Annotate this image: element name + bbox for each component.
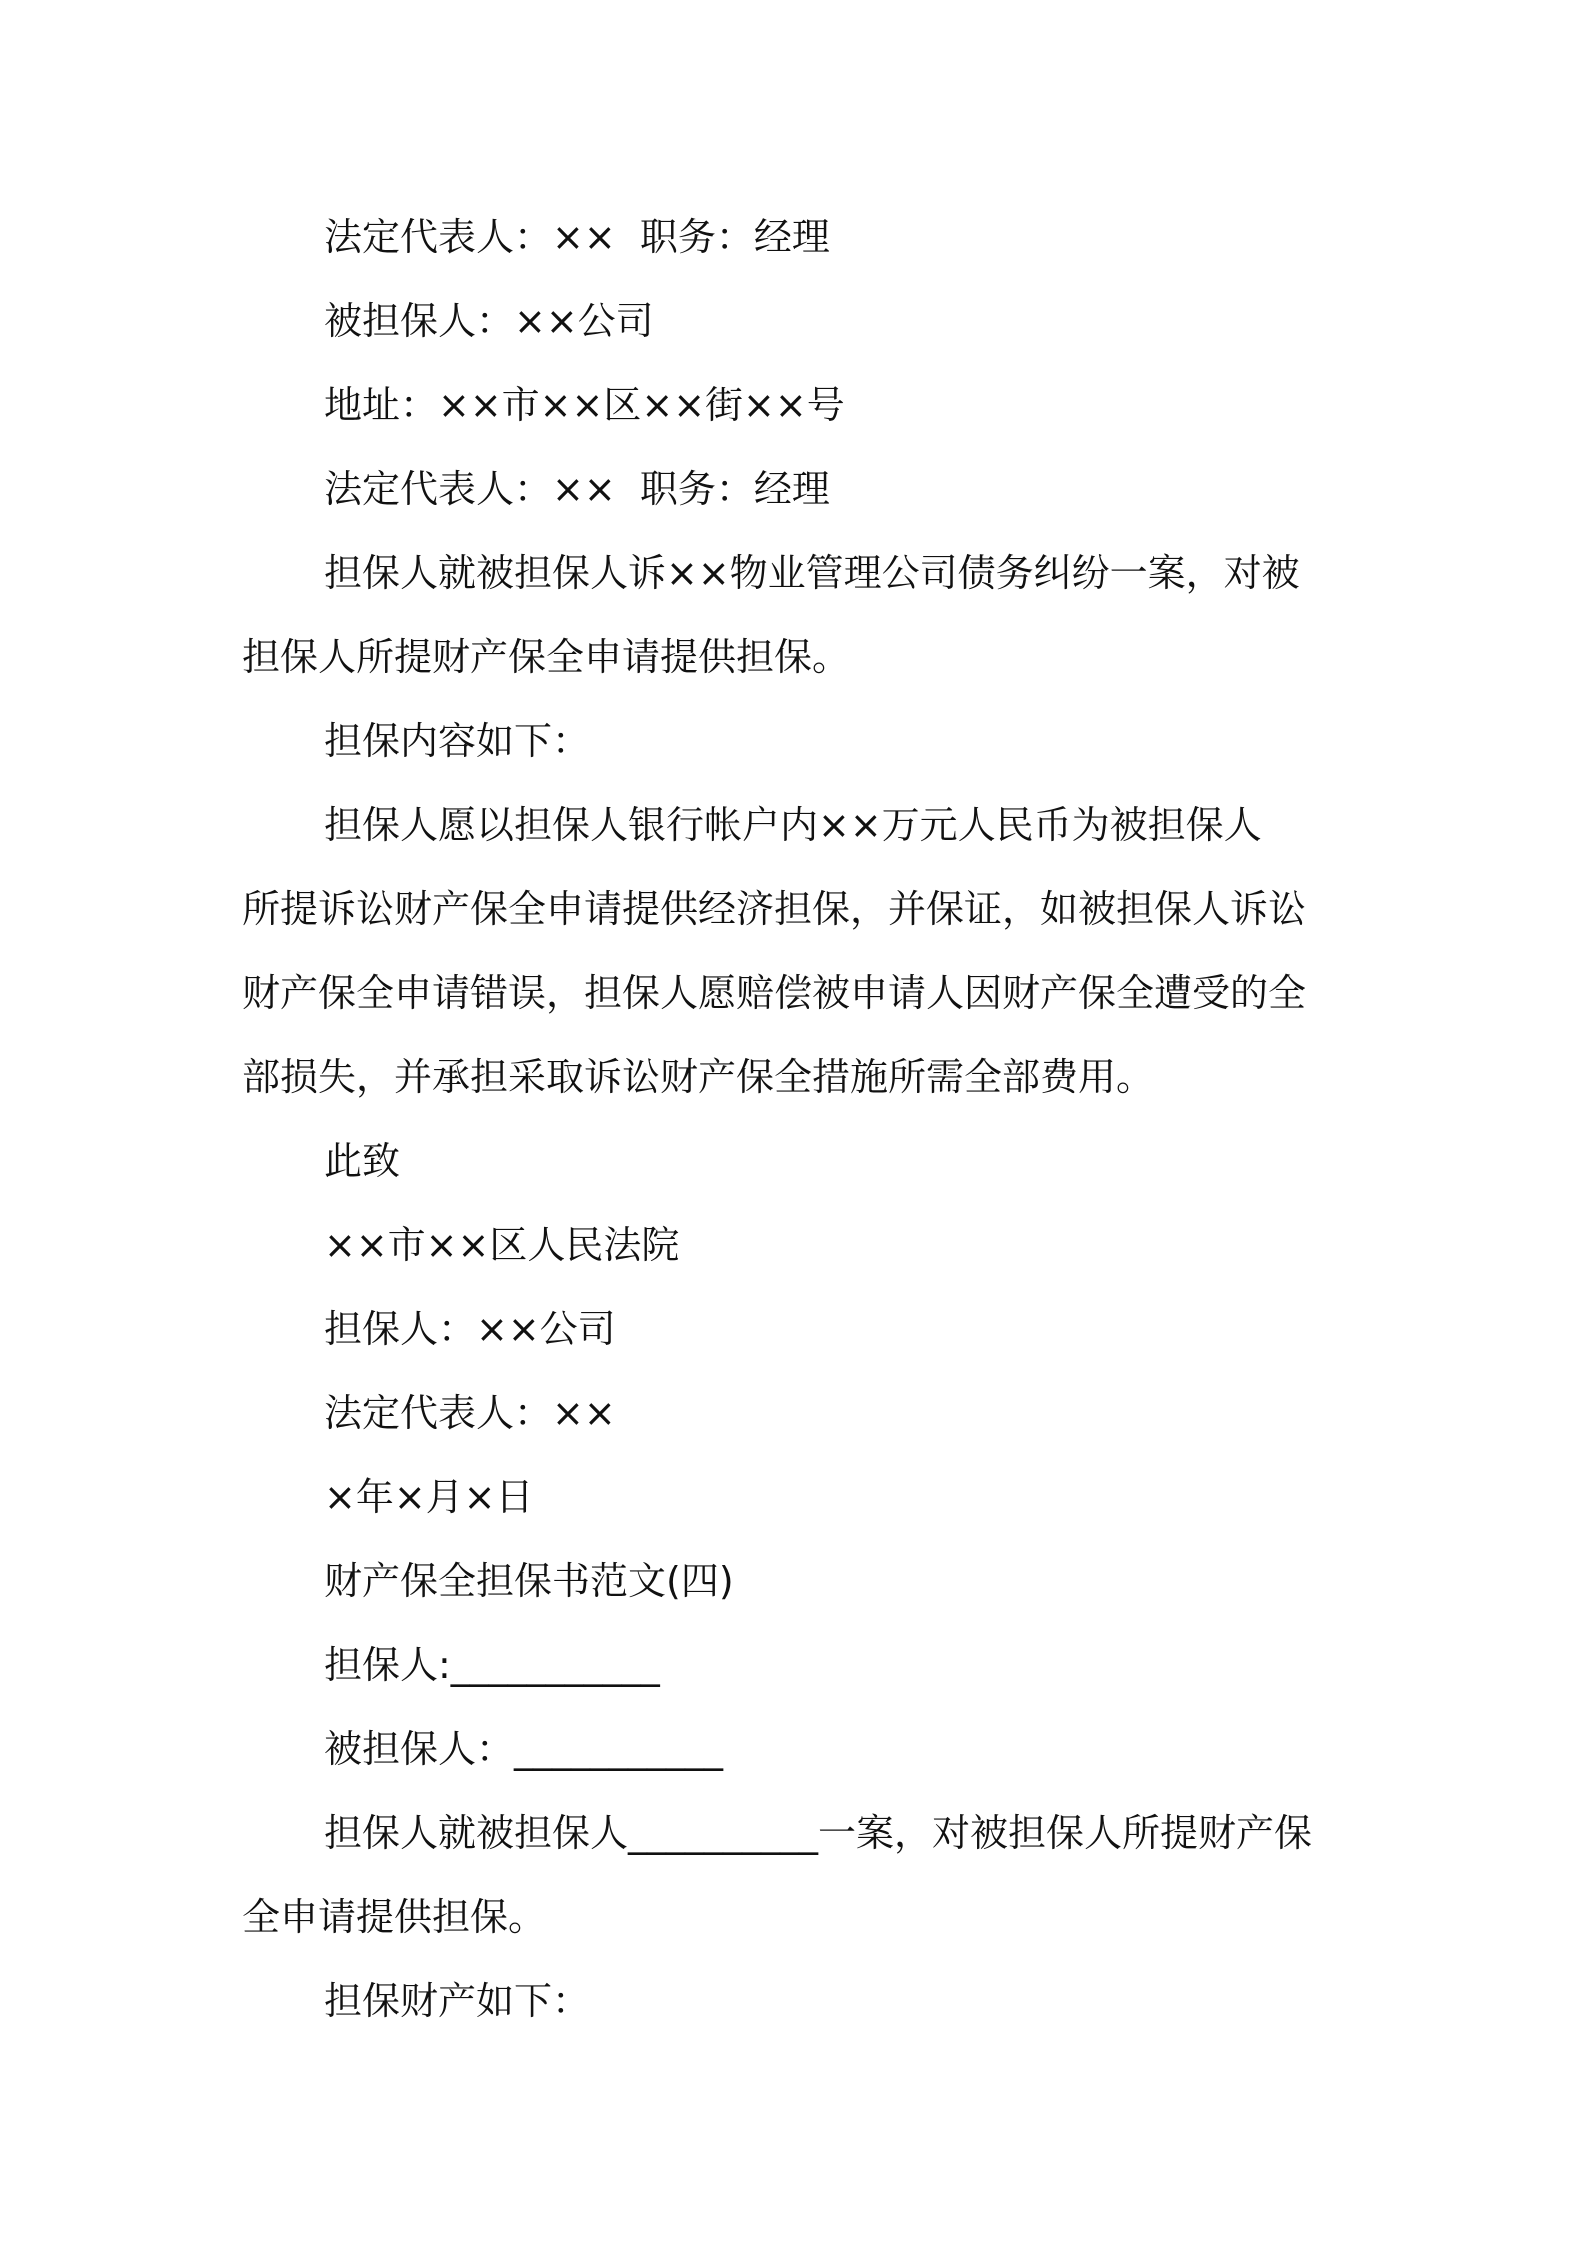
guaranteed-party-blank-line: 被担保人：___________ <box>324 1727 724 1771</box>
paragraph-line: 担保人所提财产保全申请提供担保。 <box>242 635 851 679</box>
section-heading: 担保财产如下： <box>324 1979 591 2023</box>
guarantor-blank-line: 担保人:___________ <box>324 1643 660 1687</box>
representative-signature: 法定代表人：×× <box>324 1391 616 1435</box>
legal-representative-line: 法定代表人：×× 职务：经理 <box>324 215 830 259</box>
salutation: 此致 <box>324 1139 401 1183</box>
document-body <box>242 195 1352 2043</box>
paragraph-line: 部损失，并承担采取诉讼财产保全措施所需全部费用。 <box>242 1055 1155 1099</box>
guaranteed-party-line: 被担保人：××公司 <box>324 299 654 343</box>
section-title: 财产保全担保书范文(四) <box>324 1559 734 1603</box>
paragraph-line: 担保人就被担保人__________一案，对被担保人所提财产保 <box>324 1811 1313 1855</box>
address-line: 地址：××市××区××街××号 <box>324 383 845 427</box>
paragraph-line: 担保人就被担保人诉××物业管理公司债务纠纷一案，对被 <box>324 551 1300 595</box>
paragraph-line: 担保人愿以担保人银行帐户内××万元人民币为被担保人 <box>324 803 1262 847</box>
date-line: ×年×月×日 <box>324 1475 534 1519</box>
paragraph-line: 所提诉讼财产保全申请提供经济担保，并保证，如被担保人诉讼 <box>242 887 1307 931</box>
paragraph-line: 全申请提供担保。 <box>242 1895 547 1939</box>
legal-representative-line: 法定代表人：×× 职务：经理 <box>324 467 830 511</box>
recipient-court: ××市××区人民法院 <box>324 1223 680 1267</box>
paragraph-line: 财产保全申请错误，担保人愿赔偿被申请人因财产保全遭受的全 <box>242 971 1307 1015</box>
section-heading: 担保内容如下： <box>324 719 591 763</box>
guarantor-signature: 担保人：××公司 <box>324 1307 616 1351</box>
